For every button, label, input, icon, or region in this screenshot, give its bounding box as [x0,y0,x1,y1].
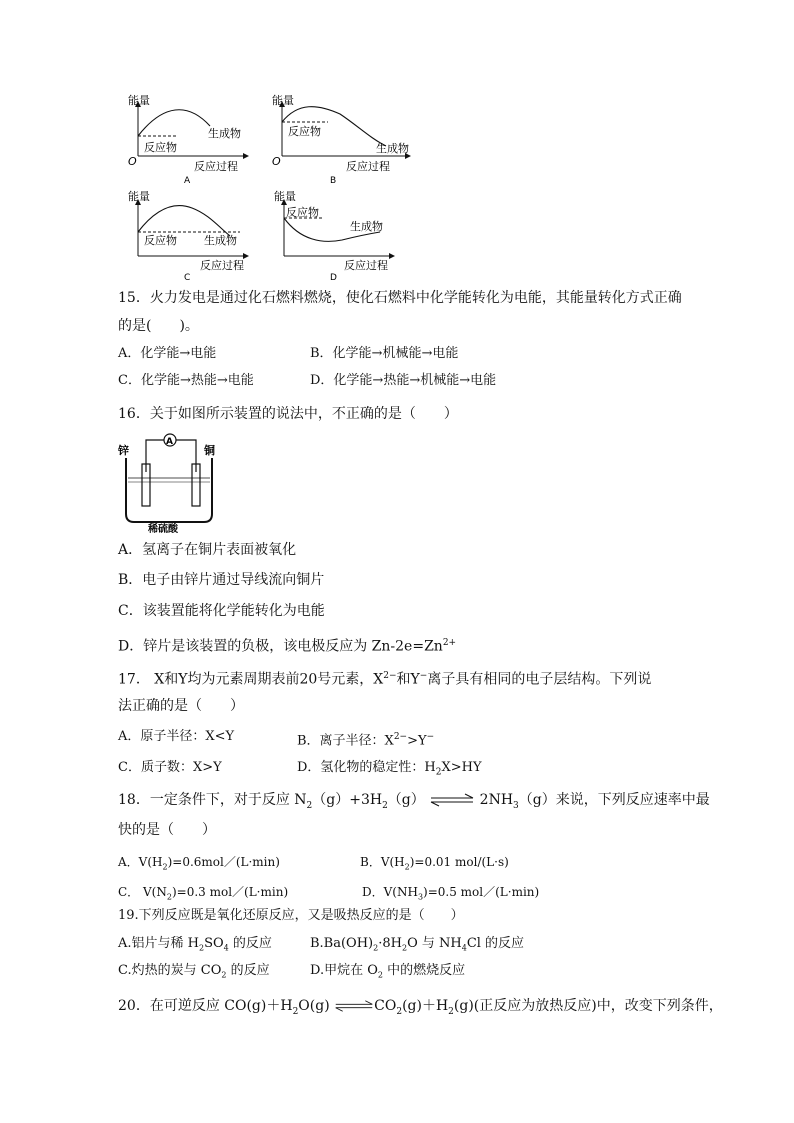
diagram-a-reactant: 反应物 [144,141,177,154]
q18-sub-nh3: 3 [513,800,519,811]
equilibrium-arrows-icon [334,1000,374,1012]
q19-option-b-pre: B.Ba(OH) [310,936,374,951]
q16-option-d-sup: 2+ [442,638,457,648]
q18-option-d-sub: 3 [417,892,424,902]
equilibrium-arrows-icon [429,794,475,806]
q18-sub-n2: 2 [306,800,313,811]
q18-stem-1b: （g）+3H [312,792,383,808]
q17-stem-line-2: 法正确的是（ ） [118,698,244,714]
q18-option-c-sub: 2 [166,892,172,902]
q16-option-d-text: D．锌片是该装置的负极，该电极反应为 Zn-2e [118,638,413,655]
q15-option-b: B．化学能→机械能→电能 [310,346,459,361]
q19-option-b-mid2: O 与 NH [407,936,462,951]
q19-option-a-sub2: 2 [199,943,205,953]
q16-option-d-tail: =Zn [412,638,443,655]
q18-stem-line-1 [118,790,710,816]
ammeter-label: A [166,437,173,447]
q16-option-b: B．电子由锌片通过导线流向铜片 [118,572,325,588]
q19-option-d [310,961,465,986]
q18-option-d-pre: D．V(NH [362,885,418,899]
diagram-a-x-label: 反应过程 [194,160,238,173]
diagram-c-product: 生成物 [204,234,237,247]
q18-option-c-post: )=0.3 mol／(L·min) [171,885,289,899]
energy-diagram-d [274,189,394,283]
diagram-c-x-label: 反应过程 [200,259,244,272]
q19-option-b-sub2b: 2 [401,943,408,953]
q19-option-d-pre: D.甲烷在 O [310,963,378,978]
q15-stem-line-2: 的是( )。 [118,318,199,334]
q18-option-b-pre: B．V(H [360,855,405,869]
diagram-b-origin: O [272,155,281,168]
q17-option-d [297,758,482,783]
q19-stem: 19.下列反应既是氧化还原反应，又是吸热反应的是（ ） [118,908,464,923]
q17-stem-1b: 和Y [396,671,420,688]
q19-option-c [118,961,270,986]
diagram-d-y-label: 能量 [274,190,296,203]
copper-label: 铜 [204,444,215,457]
q20-part-2: O(g) [298,998,330,1014]
q19-option-c-sub: 2 [221,970,227,980]
q17-option-b-sup-x: 2− [393,732,408,742]
q19-option-c-pre: C.灼热的炭与 CO [118,963,222,978]
q18-option-b-sub: 2 [404,862,410,872]
q19-option-a-pre: A.铝片与稀 H [118,936,199,951]
q15-option-c: C．化学能→热能→电能 [118,373,254,388]
diagram-a-product: 生成物 [208,127,241,140]
diagram-b-product: 生成物 [376,142,409,155]
q17-option-d-post: X>HY [441,760,482,775]
q18-option-a-sub: 2 [162,862,168,872]
q19-option-b-post: Cl 的反应 [466,936,525,951]
q18-stem-1c: （g） [387,792,425,808]
q18-option-d-post: )=0.5 mol／(L·min) [423,885,540,899]
diagram-d-x-label: 反应过程 [344,259,388,272]
q18-option-c-pre: C． V(N [118,885,167,899]
q18-option-a [118,852,280,877]
diagram-a-origin: O [128,155,137,168]
diagram-b-x-label: 反应过程 [346,160,390,173]
q17-sup-x: 2− [383,671,397,681]
q20-part-5: (g)(正反应为放热反应)中，改变下列条件， [453,998,723,1014]
q20-sub-h2o: 2 [292,1006,299,1017]
q18-option-a-post: )=0.6mol／(L·min) [167,855,280,869]
q17-option-d-sub: 2 [435,767,442,778]
energy-diagram-c [128,189,248,283]
q17-option-b-pre: B．离子半径：X [297,733,394,749]
q17-stem-1c: 离子具有相同的电子层结构。下列说 [427,671,652,688]
q19-option-a-sub4: 4 [223,943,229,953]
diagram-c-letter: C [184,273,191,283]
q19-option-b [310,934,524,959]
q16-option-a: A．氢离子在铜片表面被氧化 [118,542,297,558]
energy-diagram-b [272,93,410,186]
q17-stem-1a: 17． X和Y均为元素周期表前20号元素，X [118,671,384,688]
q19-option-a-mid: SO [204,936,224,951]
q19-option-c-post: 的反应 [226,963,270,978]
q18-option-c [118,882,288,907]
q19-option-b-sub2a: 2 [373,943,379,953]
diagram-d-reactant: 反应物 [286,206,319,219]
galvanic-cell-figure [118,428,228,534]
diagram-a-y-label: 能量 [128,94,150,107]
zinc-label: 锌 [118,444,129,457]
q16-option-d [118,633,456,657]
q18-option-b-post: )=0.01 mol/(L·s) [409,855,509,869]
q17-option-b [297,727,434,751]
diagram-d-product: 生成物 [350,220,383,233]
q17-stem-line-1 [118,666,651,690]
q19-option-a-post: 的反应 [228,936,272,951]
energy-diagrams-figure [118,94,418,283]
q19-option-a [118,934,272,959]
q16-option-c: C．该装置能将化学能转化为电能 [118,603,325,619]
diagram-b-letter: B [330,176,337,186]
q18-option-b [360,852,509,877]
diagram-a-letter: A [184,176,191,186]
q20-part-1: 20．在可逆反应 CO(g)＋H [118,998,293,1014]
q17-sup-y: − [419,671,428,681]
q18-option-d [362,882,539,907]
q15-stem-line-1: 15．火力发电是通过化石燃料燃烧，使化石燃料中化学能转化为电能，其能量转化方式正确 [118,290,682,306]
q20-part-3: CO [374,998,397,1014]
energy-diagram-a [128,93,248,186]
q20-sub-co2: 2 [396,1006,403,1017]
q18-stem-1a: 18．一定条件下，对于反应 N [118,792,307,808]
q15-option-d: D．化学能→热能→机械能→电能 [310,373,497,388]
q18-stem-1e: （g）来说，下列反应速率中最 [518,792,710,808]
q20-stem [118,996,723,1022]
q18-option-a-pre: A．V(H [118,855,163,869]
q17-option-c: C．质子数：X>Y [118,760,222,775]
diagram-c-reactant: 反应物 [144,234,177,247]
diagram-b-y-label: 能量 [272,94,294,107]
q15-option-a: A．化学能→电能 [118,346,217,361]
q17-option-b-mid: >Y [407,733,427,749]
q19-option-b-sub4: 4 [461,943,467,953]
q18-stem-1d: 2NH [479,792,514,808]
q18-stem-line-2: 快的是（ ） [118,822,216,838]
q20-sub-h2: 2 [448,1006,454,1017]
q20-part-4: (g)＋H [402,998,449,1014]
acid-label: 稀硫酸 [148,524,178,535]
q18-sub-h2: 2 [382,800,388,811]
q16-stem: 16．关于如图所示装置的说法中，不正确的是（ ） [118,406,458,422]
q19-option-b-mid: ·8H [378,936,402,951]
q17-option-b-sup-y: − [426,732,435,742]
diagram-d-letter: D [330,273,337,283]
q17-option-a: A．原子半径：X<Y [118,729,235,744]
q19-option-d-sub: 2 [377,970,383,980]
diagram-b-reactant: 反应物 [288,125,321,138]
q17-option-d-pre: D．氢化物的稳定性：H [297,760,436,775]
q19-option-d-post: 中的燃烧反应 [382,963,466,978]
diagram-c-y-label: 能量 [128,190,150,203]
